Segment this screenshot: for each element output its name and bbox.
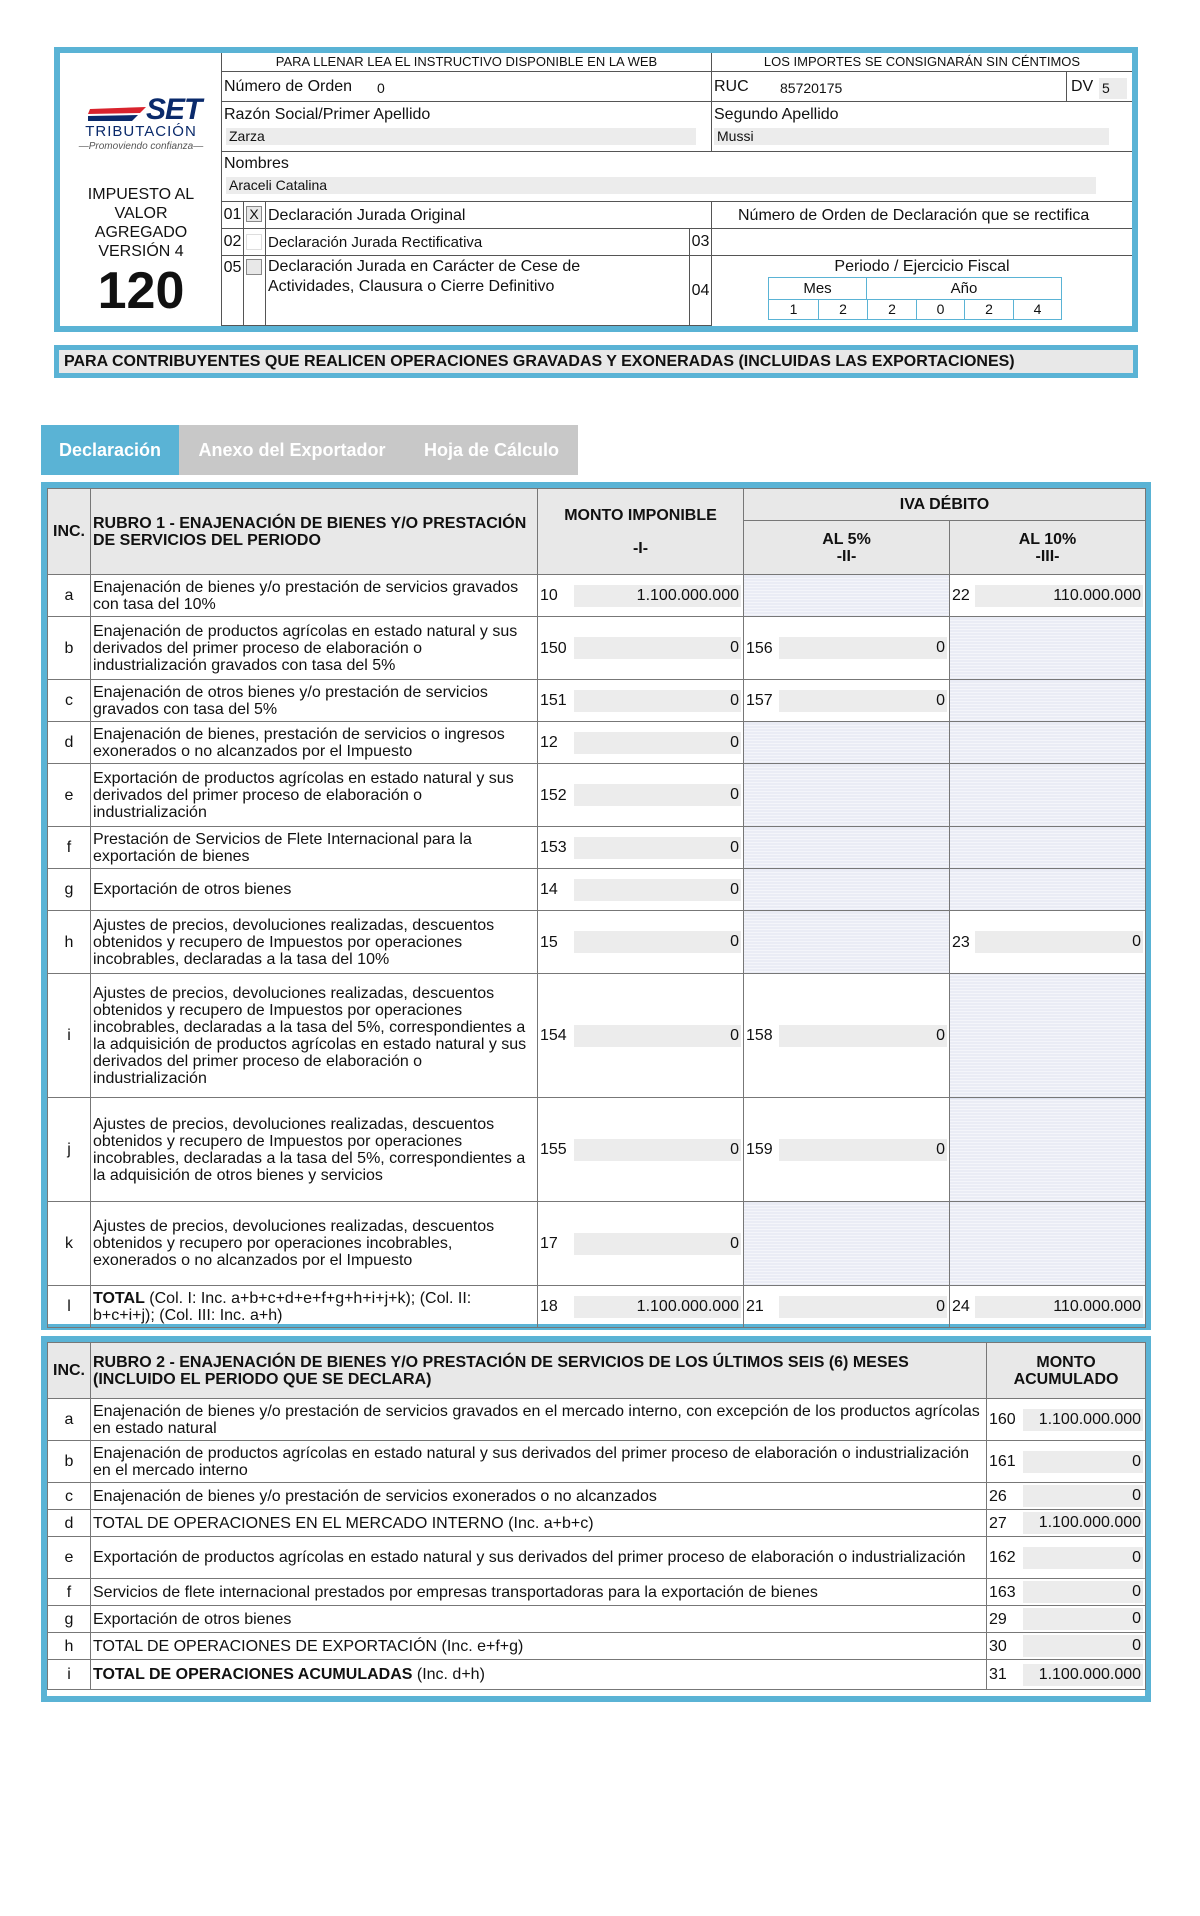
empty-cell [777, 722, 950, 764]
empty-cell [973, 827, 1146, 869]
row-description: Enajenación de productos agrícolas en estado natural y sus derivados del primer proceso de elaboración o industrialización en el mercado interno [91, 1441, 987, 1483]
empty-cell [973, 617, 1146, 680]
row-description: Exportación de otros bienes [91, 869, 538, 911]
empty-cell [950, 974, 973, 1098]
cese-label-line2: Actividades, Clausura o Cierre Definitivo [268, 278, 555, 295]
rubro1-table [41, 482, 1151, 1330]
rectificativa-checkbox[interactable] [246, 234, 262, 250]
inc-letter: c [48, 680, 91, 722]
nombres-value[interactable]: Araceli Catalina [226, 177, 1096, 194]
table-row [48, 1579, 1146, 1606]
empty-cell [744, 575, 777, 617]
period-digits [769, 300, 1061, 319]
inc-letter: f [48, 1579, 91, 1606]
amount-field[interactable]: 0 [1023, 1547, 1144, 1569]
line-code: 21 [744, 1286, 777, 1328]
line-code: 163 [987, 1579, 1021, 1606]
empty-cell [777, 764, 950, 827]
line-code: 10 [538, 575, 572, 617]
table-row [48, 1483, 1146, 1510]
line-code: 161 [987, 1441, 1021, 1483]
inc-letter: g [48, 869, 91, 911]
line-code: 15 [538, 911, 572, 974]
rubro2-inc-header: INC. [48, 1343, 91, 1399]
rubro1-inc-header: INC. [48, 489, 91, 575]
inc-letter: i [48, 1660, 91, 1690]
declaration-header [54, 47, 1138, 332]
table-row [48, 764, 1146, 827]
inc-letter: h [48, 1633, 91, 1660]
empty-cell [973, 1202, 1146, 1286]
line-code: 156 [744, 617, 777, 680]
empty-cell [973, 722, 1146, 764]
row-description: Enajenación de bienes y/o prestación de servicios gravados con tasa del 10% [91, 575, 538, 617]
empty-cell [973, 869, 1146, 911]
set-logo-panel [60, 53, 222, 326]
cese-checkbox[interactable] [246, 259, 262, 275]
period-digit[interactable]: 2 [818, 300, 867, 319]
line-code: 18 [538, 1286, 572, 1328]
table-row [48, 1441, 1146, 1483]
amount-field[interactable]: 0 [574, 732, 742, 754]
inc-letter: d [48, 1510, 91, 1537]
line-code: 159 [744, 1098, 777, 1202]
empty-cell [744, 1202, 777, 1286]
empty-cell [950, 722, 973, 764]
rectifica-label: Número de Orden de Declaración que se rectifica [738, 207, 1090, 224]
table-row [48, 1606, 1146, 1633]
inc-letter: h [48, 911, 91, 974]
period-digit[interactable]: 2 [867, 300, 916, 319]
razon-social-cell [222, 102, 712, 152]
amount-field[interactable]: 1.100.000.000 [574, 585, 742, 607]
check-05-cell [244, 256, 266, 326]
periodo-cell [712, 256, 1132, 326]
empty-cell [950, 680, 973, 722]
line-code: 14 [538, 869, 572, 911]
table-row [48, 911, 1146, 974]
line-code: 24 [950, 1286, 973, 1328]
line-code: 26 [987, 1483, 1021, 1510]
amount-field[interactable]: 0 [574, 879, 742, 901]
amount-field[interactable]: 0 [1023, 1608, 1144, 1630]
amount-field[interactable]: 0 [1023, 1581, 1144, 1603]
original-checkbox[interactable]: X [246, 206, 262, 222]
ruc-value[interactable]: 85720175 [780, 80, 843, 96]
line-code: 27 [987, 1510, 1021, 1537]
table-row [48, 1633, 1146, 1660]
inc-letter: a [48, 575, 91, 617]
cese-label-line1: Declaración Jurada en Carácter de Cese de [268, 258, 581, 275]
table-row [48, 722, 1146, 764]
empty-cell [777, 827, 950, 869]
logo-slogan: —Promoviendo confianza— [78, 141, 204, 152]
al10-header: AL 10% -III- [950, 521, 1146, 575]
order-number-label: Número de Orden [224, 78, 353, 95]
empty-cell [744, 827, 777, 869]
table-row [48, 869, 1146, 911]
check-01-cell [244, 202, 266, 229]
line-code: 158 [744, 974, 777, 1098]
instructions-note: PARA LLENAR LEA EL INSTRUCTIVO DISPONIBLE EN LA WEB [222, 53, 712, 72]
amount-field[interactable]: 1.100.000.000 [1023, 1664, 1144, 1686]
tab-anexo-exportador[interactable]: Anexo del Exportador [179, 425, 405, 475]
period-digit[interactable]: 2 [964, 300, 1013, 319]
inc-letter: k [48, 1202, 91, 1286]
line-code: 160 [987, 1399, 1021, 1441]
logo-text: SET [146, 93, 202, 126]
line-code: 154 [538, 974, 572, 1098]
period-digit[interactable]: 1 [789, 301, 798, 317]
inc-letter: b [48, 617, 91, 680]
inc-letter: d [48, 722, 91, 764]
table-row [48, 1286, 1146, 1328]
tax-name: IMPUESTO AL VALOR AGREGADO VERSIÓN 4 [87, 186, 195, 260]
table-row [48, 974, 1146, 1098]
line-code: 30 [987, 1633, 1021, 1660]
line-code: 22 [950, 575, 973, 617]
inc-letter: e [48, 1537, 91, 1579]
amount-field[interactable]: 110.000.000 [975, 585, 1144, 607]
empty-cell [777, 575, 950, 617]
ruc-cell [712, 72, 1067, 102]
rubro2-title: RUBRO 2 - ENAJENACIÓN DE BIENES Y/O PRESTACIÓN DE SERVICIOS DE LOS ÚLTIMOS SEIS (6) MESES (INCLUIDO EL PERIODO QUE SE DECLARA) [91, 1343, 987, 1399]
empty-cell [973, 974, 1146, 1098]
row-description: Enajenación de bienes y/o prestación de servicios exonerados o no alcanzados [91, 1483, 987, 1510]
row-description: Ajustes de precios, devoluciones realizadas, descuentos obtenidos y recupero de Impuestos por operaciones incobrables, declaradas a la tasa del 10% [91, 911, 538, 974]
amount-field[interactable]: 0 [574, 1233, 742, 1255]
line-code: 162 [987, 1537, 1021, 1579]
inc-letter: g [48, 1606, 91, 1633]
inc-letter: e [48, 764, 91, 827]
code-02: 02 [222, 229, 244, 256]
empty-cell [950, 827, 973, 869]
inc-letter: j [48, 1098, 91, 1202]
original-cell [266, 202, 712, 229]
line-code: 17 [538, 1202, 572, 1286]
table-row [48, 1399, 1146, 1441]
amount-field[interactable]: 0 [574, 690, 742, 712]
line-code: 155 [538, 1098, 572, 1202]
table-row [48, 827, 1146, 869]
razon-social-value[interactable]: Zarza [226, 128, 696, 145]
nombres-cell [222, 152, 1132, 202]
razon-social-label: Razón Social/Primer Apellido [224, 106, 431, 123]
code-01: 01 [222, 202, 244, 229]
empty-cell [777, 869, 950, 911]
line-code: 31 [987, 1660, 1021, 1690]
inc-letter: i [48, 974, 91, 1098]
amount-field[interactable]: 0 [779, 637, 948, 659]
empty-cell [744, 722, 777, 764]
amount-field[interactable]: 0 [574, 1025, 742, 1047]
form-number: 120 [97, 262, 185, 320]
amount-field[interactable]: 0 [779, 1296, 948, 1318]
row-description: Ajustes de precios, devoluciones realizadas, descuentos obtenidos y recupero por operaciones incobrables, exonerados o no alcanzados por el Impuesto [91, 1202, 538, 1286]
code-04: 04 [690, 256, 712, 326]
amount-field[interactable]: 110.000.000 [975, 1296, 1144, 1318]
anio-label: Año [867, 278, 1061, 300]
table-row [48, 575, 1146, 617]
line-code: 12 [538, 722, 572, 764]
tab-declaracion[interactable]: Declaración [41, 425, 179, 475]
empty-cell [950, 764, 973, 827]
line-code: 151 [538, 680, 572, 722]
inc-letter: l [48, 1286, 91, 1328]
table-row [48, 1660, 1146, 1690]
monto-imponible-header: MONTO IMPONIBLE -I- [538, 489, 744, 575]
amount-field[interactable]: 1.100.000.000 [1023, 1409, 1144, 1431]
segundo-apellido-cell [712, 102, 1132, 152]
amount-field[interactable]: 1.100.000.000 [1023, 1512, 1144, 1534]
row-description: TOTAL DE OPERACIONES DE EXPORTACIÓN (Inc. e+f+g) [91, 1633, 987, 1660]
row-description: Enajenación de productos agrícolas en estado natural y sus derivados del primer proceso de elaboración o industrialización gravados con tasa del 5% [91, 617, 538, 680]
tab-hoja-calculo[interactable]: Hoja de Cálculo [405, 425, 578, 475]
empty-cell [777, 911, 950, 974]
table-row [48, 680, 1146, 722]
empty-cell [744, 764, 777, 827]
iva-debito-header: IVA DÉBITO [744, 489, 1146, 521]
amount-field[interactable]: 0 [779, 1139, 948, 1161]
empty-cell [950, 869, 973, 911]
row-description: Enajenación de bienes y/o prestación de servicios gravados en el mercado interno, con excepción de los productos agrícolas en estado natural [91, 1399, 987, 1441]
amount-field[interactable]: 0 [1023, 1635, 1144, 1657]
inc-letter: c [48, 1483, 91, 1510]
original-label: Declaración Jurada Original [268, 207, 466, 224]
inc-letter: a [48, 1399, 91, 1441]
empty-cell [973, 680, 1146, 722]
rubro1-title: RUBRO 1 - ENAJENACIÓN DE BIENES Y/O PRESTACIÓN DE SERVICIOS DEL PERIODO [91, 489, 538, 575]
inc-letter: b [48, 1441, 91, 1483]
periodo-label: Periodo / Ejercicio Fiscal [834, 258, 1010, 275]
code-05: 05 [222, 256, 244, 326]
mes-label: Mes [769, 278, 867, 300]
amount-field[interactable]: 0 [779, 690, 948, 712]
set-flag-icon [88, 105, 148, 123]
order-number-value[interactable]: 0 [377, 80, 385, 96]
line-code: 152 [538, 764, 572, 827]
empty-cell [744, 911, 777, 974]
row-description: Ajustes de precios, devoluciones realizadas, descuentos obtenidos y recupero de Impuestos por operaciones incobrables, declaradas a la tasa del 5%, correspondientes a la adquisición de otros bienes y servicios [91, 1098, 538, 1202]
empty-cell [744, 869, 777, 911]
check-02-cell [244, 229, 266, 256]
row-description: Enajenación de otros bienes y/o prestación de servicios gravados con tasa del 5% [91, 680, 538, 722]
amount-field[interactable]: 0 [574, 784, 742, 806]
row-description: TOTAL DE OPERACIONES ACUMULADAS (Inc. d+h) [91, 1660, 987, 1690]
row-description: TOTAL DE OPERACIONES EN EL MERCADO INTERNO (Inc. a+b+c) [91, 1510, 987, 1537]
period-digit[interactable]: 4 [1013, 300, 1061, 319]
monto-acumulado-header: MONTO ACUMULADO [987, 1343, 1146, 1399]
amount-field[interactable]: 0 [574, 637, 742, 659]
amount-field[interactable]: 0 [975, 931, 1144, 953]
segundo-apellido-value[interactable]: Mussi [714, 128, 1109, 145]
empty-cell [973, 1098, 1146, 1202]
amount-field[interactable]: 0 [574, 1139, 742, 1161]
line-code: 153 [538, 827, 572, 869]
table-row [48, 617, 1146, 680]
form-subtitle: PARA CONTRIBUYENTES QUE REALICEN OPERACIONES GRAVADAS Y EXONERADAS (INCLUIDAS LAS EXPORTACIONES) [54, 345, 1138, 378]
amount-field[interactable]: 0 [574, 837, 742, 859]
row-description: Enajenación de bienes, prestación de servicios o ingresos exonerados o no alcanzados por el Impuesto [91, 722, 538, 764]
rectifica-order-input[interactable] [712, 229, 1132, 256]
table-row [48, 1098, 1146, 1202]
table-row [48, 1510, 1146, 1537]
amount-field[interactable]: 0 [574, 931, 742, 953]
dv-label: DV [1071, 78, 1094, 95]
rubro2-table [41, 1336, 1151, 1702]
nombres-label: Nombres [224, 155, 289, 172]
rectificativa-label: Declaración Jurada Rectificativa [268, 234, 483, 251]
line-code: 23 [950, 911, 973, 974]
segundo-apellido-label: Segundo Apellido [714, 106, 839, 123]
row-description: Exportación de productos agrícolas en estado natural y sus derivados del primer proceso de elaboración o industrialización [91, 764, 538, 827]
cese-cell [266, 256, 690, 326]
rectificativa-cell [266, 229, 690, 256]
dv-value[interactable]: 5 [1099, 78, 1127, 99]
amount-field[interactable]: 0 [1023, 1485, 1144, 1507]
amount-field[interactable]: 0 [779, 1025, 948, 1047]
inc-letter: f [48, 827, 91, 869]
empty-cell [777, 1202, 950, 1286]
empty-cell [950, 1202, 973, 1286]
line-code: 150 [538, 617, 572, 680]
amounts-note: LOS IMPORTES SE CONSIGNARÁN SIN CÉNTIMOS [712, 53, 1132, 72]
line-code: 29 [987, 1606, 1021, 1633]
amount-field[interactable]: 1.100.000.000 [574, 1296, 742, 1318]
row-description: Exportación de productos agrícolas en estado natural y sus derivados del primer proceso de elaboración o industrialización [91, 1537, 987, 1579]
empty-cell [973, 764, 1146, 827]
row-description: Servicios de flete internacional prestados por empresas transportadoras para la exportación de bienes [91, 1579, 987, 1606]
amount-field[interactable]: 0 [1023, 1451, 1144, 1473]
empty-cell [950, 1098, 973, 1202]
period-digit[interactable]: 0 [916, 300, 964, 319]
table-row [48, 1537, 1146, 1579]
line-code: 157 [744, 680, 777, 722]
al5-header: AL 5% -II- [744, 521, 950, 575]
empty-cell [950, 617, 973, 680]
row-description: Exportación de otros bienes [91, 1606, 987, 1633]
rectifica-cell [712, 202, 1132, 229]
row-description: Prestación de Servicios de Flete Internacional para la exportación de bienes [91, 827, 538, 869]
dv-cell [1067, 72, 1132, 102]
code-03: 03 [690, 229, 712, 256]
row-description: TOTAL (Col. I: Inc. a+b+c+d+e+f+g+h+i+j+k); (Col. II: b+c+i+j); (Col. III: Inc. a+h) [91, 1286, 538, 1328]
order-number-cell [222, 72, 712, 102]
table-row [48, 1202, 1146, 1286]
row-description: Ajustes de precios, devoluciones realizadas, descuentos obtenidos y recupero de Impuestos por operaciones incobrables, declaradas a la tasa del 5%, correspondientes a la adquisición de productos agrícolas en estado natural y sus derivados del primer proceso de elaboración o industrialización [91, 974, 538, 1098]
logo-subtitle: TRIBUTACIÓN [85, 123, 197, 140]
periodo-box [768, 277, 1062, 320]
ruc-label: RUC [714, 78, 749, 95]
